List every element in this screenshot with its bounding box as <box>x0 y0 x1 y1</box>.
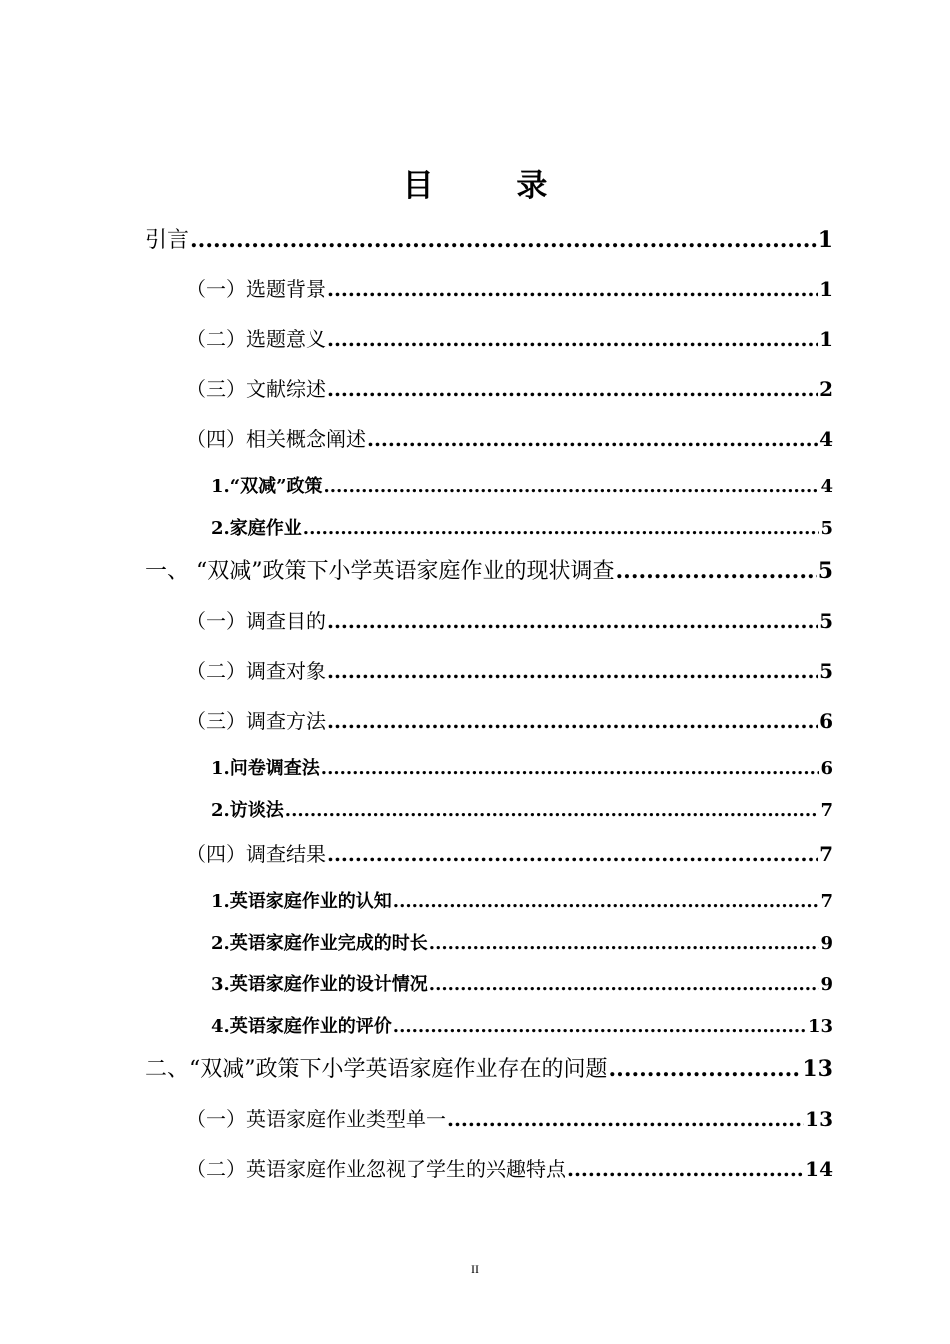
toc-entry-label: （一）调查目的 <box>186 609 326 633</box>
toc-leader-dots <box>327 377 818 401</box>
toc-entry-label: 4.英语家庭作业的评价 <box>211 1016 392 1037</box>
toc-entry-page: 13 <box>805 1107 833 1131</box>
toc-entry-ignored-interests[interactable] <box>186 1153 833 1182</box>
toc-entry-page: 6 <box>820 758 833 779</box>
toc-entry-survey-results[interactable] <box>186 838 833 867</box>
toc-entry-label: （一）英语家庭作业类型单一 <box>186 1107 446 1131</box>
toc-entry-label: （四）调查结果 <box>186 842 326 866</box>
toc-entry-label: （二）调查对象 <box>186 659 326 683</box>
toc-leader-dots <box>429 933 820 954</box>
toc-leader-dots <box>447 1107 804 1131</box>
toc-entry-page: 5 <box>819 659 833 683</box>
page-title: 目 录 <box>402 168 584 204</box>
toc-entry-page: 7 <box>819 842 833 866</box>
toc-entry-page: 5 <box>819 609 833 633</box>
toc-entry-page: 14 <box>805 1157 833 1181</box>
toc-entry-interview[interactable] <box>211 796 833 822</box>
toc-entry-double-reduction-policy[interactable] <box>211 472 833 498</box>
toc-leader-dots <box>393 891 820 912</box>
toc-entry-introduction[interactable] <box>145 223 833 254</box>
toc-entry-page: 5 <box>817 558 833 584</box>
toc-entry-chapter-one[interactable] <box>145 554 833 585</box>
toc-entry-survey-subjects[interactable] <box>186 655 833 684</box>
toc-leader-dots <box>190 227 817 253</box>
toc-entry-label: （二）英语家庭作业忽视了学生的兴趣特点 <box>186 1157 566 1181</box>
toc-entry-label: 3.英语家庭作业的设计情况 <box>211 974 428 995</box>
toc-entry-page: 9 <box>820 933 833 954</box>
toc-entry-page: 7 <box>820 891 833 912</box>
toc-entry-page: 9 <box>820 974 833 995</box>
toc-leader-dots <box>393 1016 807 1037</box>
toc-entry-chapter-two[interactable] <box>145 1052 833 1083</box>
toc-entry-homework-design[interactable] <box>211 970 833 996</box>
toc-entry-label: 一、 “双减”政策下小学英语家庭作业的现状调查 <box>145 559 615 584</box>
toc-entry-page: 4 <box>820 476 833 497</box>
toc-leader-dots <box>327 277 818 301</box>
toc-entry-topic-background[interactable] <box>186 273 833 302</box>
toc-entry-label: 1.英语家庭作业的认知 <box>211 891 392 912</box>
toc-entry-page: 4 <box>819 427 833 451</box>
toc-entry-label: 2.英语家庭作业完成的时长 <box>211 933 428 954</box>
toc-entry-label: 1.问卷调查法 <box>211 758 320 779</box>
toc-leader-dots <box>327 842 818 866</box>
toc-leader-dots <box>327 709 818 733</box>
toc-entry-page: 2 <box>819 377 833 401</box>
toc-entry-label: 引言 <box>145 228 190 253</box>
toc-entry-page: 13 <box>807 1016 833 1037</box>
toc-entry-topic-significance[interactable] <box>186 323 833 352</box>
toc-entry-label: 1.“双减”政策 <box>211 476 323 497</box>
toc-leader-dots <box>327 659 818 683</box>
toc-entry-homework[interactable] <box>211 514 833 540</box>
toc-leader-dots <box>609 1056 802 1082</box>
toc-entry-single-homework-type[interactable] <box>186 1103 833 1132</box>
toc-entry-page: 13 <box>802 1056 833 1082</box>
toc-entry-page: 1 <box>817 227 833 253</box>
toc-leader-dots <box>327 327 818 351</box>
toc-entry-label: （三）调查方法 <box>186 709 326 733</box>
toc-entry-questionnaire[interactable] <box>211 754 833 780</box>
toc-leader-dots <box>616 558 817 584</box>
toc-leader-dots <box>303 518 820 539</box>
toc-leader-dots <box>367 427 818 451</box>
toc-entry-label: 2.访谈法 <box>211 800 284 821</box>
toc-leader-dots <box>324 476 820 497</box>
toc-entry-literature-review[interactable] <box>186 373 833 402</box>
toc-entry-concepts[interactable] <box>186 423 833 452</box>
toc-entry-label: （三）文献综述 <box>186 377 326 401</box>
toc-entry-page: 6 <box>819 709 833 733</box>
toc-leader-dots <box>327 609 818 633</box>
toc-leader-dots <box>429 974 820 995</box>
toc-entry-label: 2.家庭作业 <box>211 518 302 539</box>
toc-entry-page: 7 <box>820 800 833 821</box>
toc-entry-page: 5 <box>820 518 833 539</box>
toc-entry-label: 二、“双减”政策下小学英语家庭作业存在的问题 <box>145 1057 608 1082</box>
toc-leader-dots <box>321 758 820 779</box>
toc-entry-label: （四）相关概念阐述 <box>186 427 366 451</box>
toc-entry-survey-methods[interactable] <box>186 705 833 734</box>
toc-entry-survey-purpose[interactable] <box>186 605 833 634</box>
toc-entry-page: 1 <box>819 327 833 351</box>
toc-entry-homework-cognition[interactable] <box>211 887 833 913</box>
footer-page-number: II <box>471 1262 479 1276</box>
toc-leader-dots <box>567 1157 804 1181</box>
toc-entry-label: （二）选题意义 <box>186 327 326 351</box>
toc-leader-dots <box>285 800 820 821</box>
toc-entry-label: （一）选题背景 <box>186 277 326 301</box>
toc-entry-homework-evaluation[interactable] <box>211 1012 833 1038</box>
toc-entry-homework-duration[interactable] <box>211 929 833 955</box>
toc-entry-page: 1 <box>819 277 833 301</box>
